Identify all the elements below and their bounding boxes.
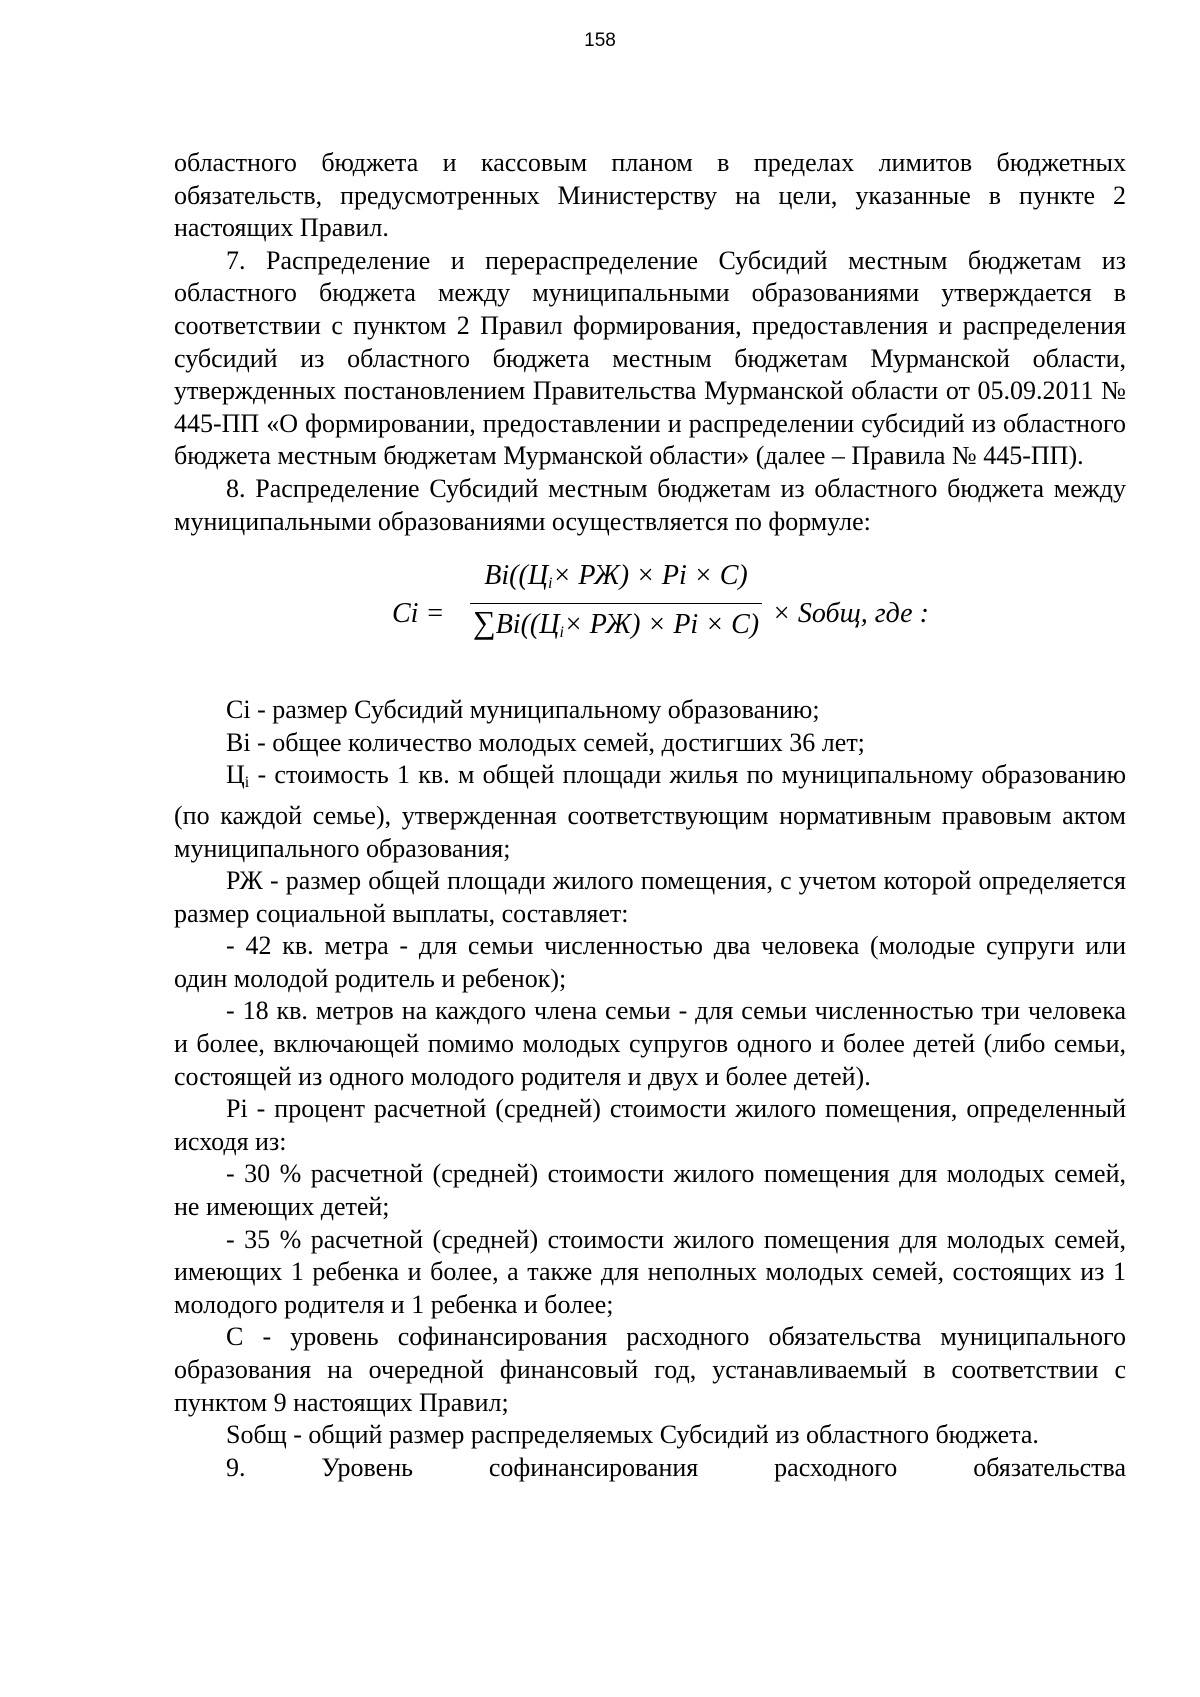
definition-tsi: $Ц_i$ - стоимость 1 кв. м общей площади жилья по муниципальному образованию (по каждой семье), утвержденная соответствующим нормативным правовым актом муниципального образования;	[174, 760, 1126, 863]
formula-rhs: × Sобщ, где :	[772, 598, 929, 630]
paragraph-item-8: 8. Распределение Субсидий местным бюджетам из областного бюджета между муниципальными образованиями осуществляется по формуле:	[174, 473, 1126, 536]
definition-pi: Pi - процент расчетной (средней) стоимости жилого помещения, определенный исходя из:	[174, 1094, 1126, 1156]
list-item-42: - 42 кв. метра - для семьи численностью два человека (молодые супруги или один молодой родитель и ребенок);	[174, 931, 1126, 993]
list-item-18: - 18 кв. метров на каждого члена семьи - для семьи численностью три человека и более, включающей помимо молодых супругов одного и более детей (либо семьи, состоящей из одного молодого родителя и двух и более детей).	[174, 996, 1126, 1091]
definition-rzh: РЖ - размер общей площади жилого помещения, с учетом которой определяется размер социальной выплаты, составляет:	[174, 866, 1126, 928]
formula-numerator: $Bi((Ц_i\times РЖ) \times Pi \times C)$	[484, 560, 748, 593]
sum-sign: ∑	[472, 603, 496, 640]
formula-denominator: $\sum Bi((Ц_i\times РЖ) \times Pi \times C)$	[472, 603, 760, 641]
definition-c: C - уровень софинансирования расходного обязательства муниципального образования на очередной финансовый год, устанавливаемый в соответствии с пунктом 9 настоящих Правил;	[174, 1322, 1126, 1417]
list-item-35: - 35 % расчетной (средней) стоимости жилого помещения для молодых семей, имеющих 1 ребенка и более, а также для неполных молодых семей, состоящих из 1 молодого родителя и 1 ребенка и более;	[174, 1224, 1126, 1319]
document-body	[174, 147, 1126, 1484]
formula-lhs: Ci =	[392, 598, 445, 630]
definition-sobsch: Sобщ - общий размер распределяемых Субсидий из областного бюджета.	[226, 1420, 1039, 1450]
paragraph-item-9: 9. Уровень софинансирования расходного обязательства	[226, 1452, 1126, 1482]
paragraph-continuation: областного бюджета и кассовым планом в пределах лимитов бюджетных обязательств, предусмотренных Министерству на цели, указанные в пункте 2 настоящих Правил.	[174, 148, 1126, 243]
definition-ci: Ci - размер Субсидий муниципальному образованию;	[226, 695, 820, 725]
paragraph-item-7: 7. Распределение и перераспределение Субсидий местным бюджетам из областного бюджета между муниципальными образованиями утверждается в соответствии с пунктом 2 Правил формирования, предоставления и распределения субсидий из областного бюджета местным бюджетам Мурманской области, утвержденных постановлением Правительства Мурманской области от 05.09.2011 № 445-ПП «О формировании, предоставлении и распределении субсидий из областного бюджета местным бюджетам Мурманской области» (далее – Правила № 445-ПП).	[174, 245, 1126, 471]
formula-fraction	[466, 560, 766, 649]
distribution-formula	[174, 560, 1126, 680]
definition-bi: Bi - общее количество молодых семей, достигших 36 лет;	[226, 727, 865, 757]
page-number: 158	[584, 30, 616, 51]
list-item-30: - 30 % расчетной (средней) стоимости жилого помещения для молодых семей, не имеющих детей;	[174, 1159, 1126, 1222]
